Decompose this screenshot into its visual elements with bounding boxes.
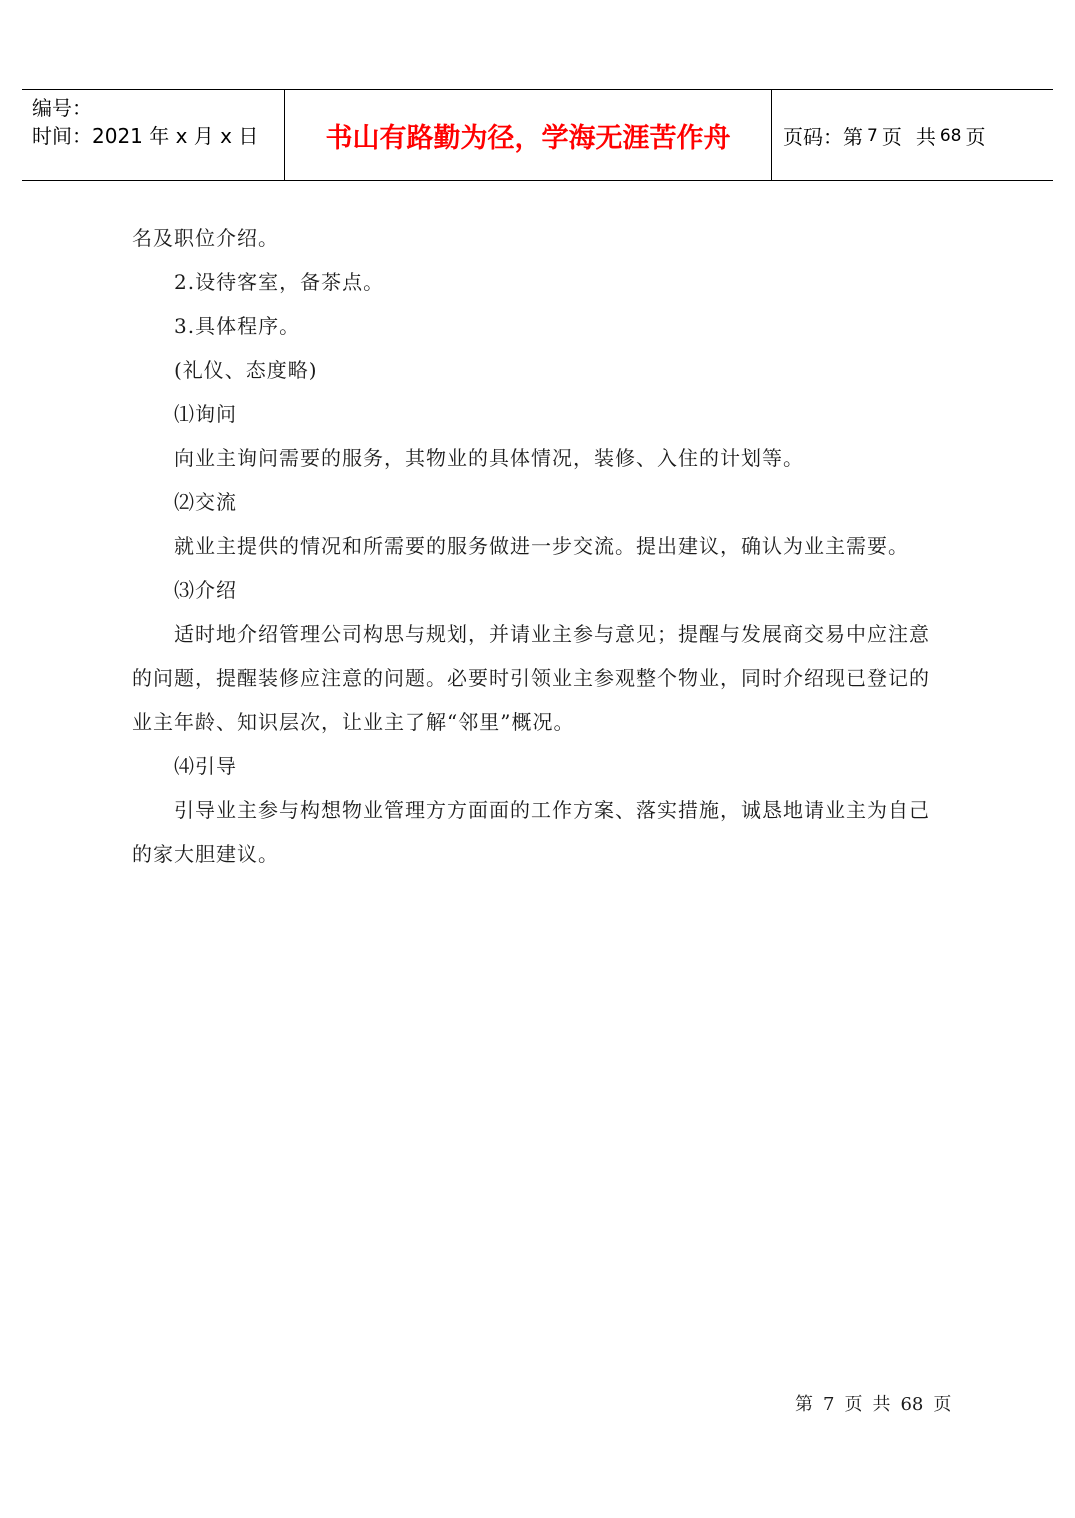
footer-total: 68 — [900, 1394, 924, 1415]
section-heading: ⑶介绍 — [174, 578, 237, 602]
body-paragraph: 2.设待客室，备茶点。 — [174, 270, 385, 294]
header-meta — [32, 94, 258, 150]
section-heading: ⑷引导 — [174, 754, 237, 778]
body-paragraph: 引导业主参与构想物业管理方方面面的工作方案、落实措施，诚恳地请业主为自己的家大胆建议。 — [132, 798, 930, 866]
page-mid: 页 — [881, 125, 902, 149]
header-page-indicator — [783, 90, 985, 181]
body-paragraph: 适时地介绍管理公司构思与规划，并请业主参与意见；提醒与发展商交易中应注意的问题，提醒装修应注意的问题。必要时引领业主参观整个物业，同时介绍现已登记的业主年龄、知识层次，让业主了解“邻里”概况。 — [132, 622, 930, 734]
page-current: 7 — [867, 125, 878, 146]
section-heading: ⑴询问 — [174, 402, 237, 426]
section-heading: ⑵交流 — [174, 490, 237, 514]
header-divider-right — [771, 90, 772, 181]
page-footer — [795, 1390, 951, 1416]
footer-ye2: 页 — [933, 1394, 952, 1415]
time-label: 时间：2021 年 x 月 x 日 — [32, 124, 259, 148]
page-header — [22, 89, 1053, 181]
body-paragraph: 3.具体程序。 — [174, 314, 301, 338]
document-body — [132, 216, 947, 876]
footer-ye: 页 — [844, 1394, 863, 1415]
body-paragraph: 名及职位介绍。 — [132, 226, 279, 250]
page-prefix: 页码：第 — [783, 125, 863, 149]
body-paragraph: 就业主提供的情况和所需要的服务做进一步交流。提出建议，确认为业主需要。 — [174, 534, 909, 558]
page-total: 68 — [939, 125, 962, 146]
body-paragraph: (礼仪、态度略) — [174, 358, 318, 382]
page-suffix: 页 — [965, 125, 986, 149]
page-total-prefix: 共 — [915, 125, 936, 149]
serial-number-label: 编号： — [32, 96, 92, 120]
header-motto: 书山有路勤为径，学海无涯苦作舟 — [325, 123, 731, 154]
body-paragraph: 向业主询问需要的服务，其物业的具体情况，装修、入住的计划等。 — [174, 446, 804, 470]
footer-gong: 共 — [872, 1394, 891, 1415]
footer-di: 第 — [795, 1394, 813, 1415]
footer-current: 7 — [823, 1394, 835, 1415]
